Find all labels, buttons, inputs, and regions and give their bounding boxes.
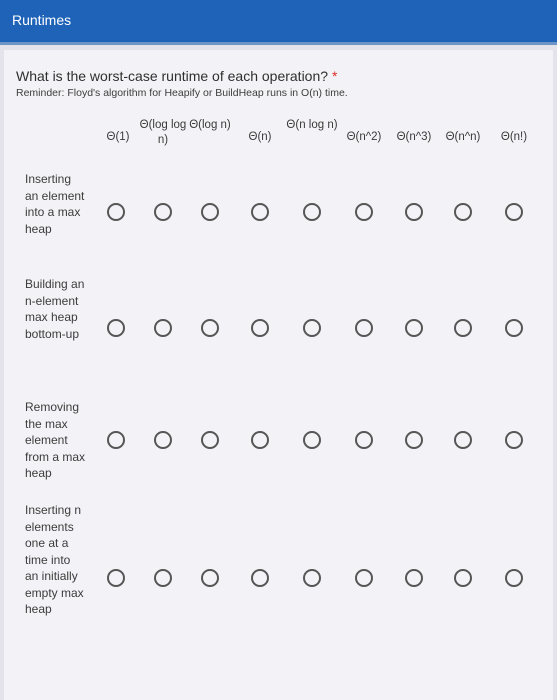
row-label-remove-max: Removing the max element from a max heap	[25, 400, 86, 480]
radio-insert-n-theta-n[interactable]	[251, 569, 269, 587]
radio-remove-max-theta-n-factorial[interactable]	[505, 431, 523, 449]
row-label-build-heap: Building an n-element max heap bottom-up	[25, 277, 85, 341]
radio-remove-max-theta-n-squared[interactable]	[355, 431, 373, 449]
row-label-insert-n: Inserting n elements one at a time into an initially empty max heap	[25, 503, 84, 616]
radio-build-heap-theta-n-to-n[interactable]	[454, 319, 472, 337]
radio-insert-theta-n-to-n[interactable]	[454, 203, 472, 221]
radio-build-heap-theta-n-cubed[interactable]	[405, 319, 423, 337]
column-header-theta-1: Θ(1)	[106, 131, 130, 143]
radio-build-heap-theta-log-n[interactable]	[201, 319, 219, 337]
radio-remove-max-theta-n-to-n[interactable]	[454, 431, 472, 449]
radio-insert-n-theta-log-n[interactable]	[201, 569, 219, 587]
column-header-theta-n-squared: Θ(n^2)	[346, 131, 382, 143]
radio-insert-theta-log-log-n[interactable]	[154, 203, 172, 221]
radio-build-heap-theta-n-factorial[interactable]	[505, 319, 523, 337]
section-title: Runtimes	[12, 12, 72, 28]
radio-build-heap-theta-n[interactable]	[251, 319, 269, 337]
form-header	[0, 0, 557, 42]
radio-build-heap-theta-n-squared[interactable]	[355, 319, 373, 337]
radio-insert-n-theta-n-cubed[interactable]	[405, 569, 423, 587]
radio-remove-max-theta-n[interactable]	[251, 431, 269, 449]
question-text: What is the worst-case runtime of each operation?	[16, 68, 329, 84]
radio-insert-theta-log-n[interactable]	[201, 203, 219, 221]
radio-remove-max-theta-log-n[interactable]	[201, 431, 219, 449]
column-header-theta-log-n: Θ(log n)	[189, 119, 231, 131]
radio-insert-n-theta-n-squared[interactable]	[355, 569, 373, 587]
radio-remove-max-theta-n-cubed[interactable]	[405, 431, 423, 449]
question-title	[16, 68, 337, 84]
radio-insert-n-theta-n-to-n[interactable]	[454, 569, 472, 587]
column-header-theta-n: Θ(n)	[248, 131, 272, 143]
radio-remove-max-theta-log-log-n[interactable]	[154, 431, 172, 449]
required-asterisk: *	[331, 68, 338, 84]
radio-remove-max-theta-n-log-n[interactable]	[303, 431, 321, 449]
row-label-insert: Inserting an element into a max heap	[25, 172, 85, 236]
radio-insert-theta-n-cubed[interactable]	[405, 203, 423, 221]
radio-remove-max-theta-1[interactable]	[107, 431, 125, 449]
radio-insert-n-theta-1[interactable]	[107, 569, 125, 587]
radio-insert-n-theta-n-factorial[interactable]	[505, 569, 523, 587]
radio-insert-n-theta-log-log-n[interactable]	[154, 569, 172, 587]
radio-build-heap-theta-log-log-n[interactable]	[154, 319, 172, 337]
radio-insert-theta-n-log-n[interactable]	[303, 203, 321, 221]
radio-insert-theta-n-factorial[interactable]	[505, 203, 523, 221]
column-header-theta-log-log-n: Θ(log log n)	[139, 119, 187, 146]
question-description: Reminder: Floyd's algorithm for Heapify or BuildHeap runs in O(n) time.	[16, 87, 348, 99]
radio-insert-theta-1[interactable]	[107, 203, 125, 221]
column-header-theta-n-factorial: Θ(n!)	[500, 131, 528, 143]
radio-build-heap-theta-n-log-n[interactable]	[303, 319, 321, 337]
column-header-theta-n-log-n: Θ(n log n)	[286, 119, 338, 131]
radio-insert-n-theta-n-log-n[interactable]	[303, 569, 321, 587]
radio-build-heap-theta-1[interactable]	[107, 319, 125, 337]
radio-insert-theta-n[interactable]	[251, 203, 269, 221]
column-header-theta-n-cubed: Θ(n^3)	[396, 131, 432, 143]
header-accent-line	[0, 42, 557, 45]
radio-insert-theta-n-squared[interactable]	[355, 203, 373, 221]
column-header-theta-n-to-n: Θ(n^n)	[445, 131, 481, 143]
